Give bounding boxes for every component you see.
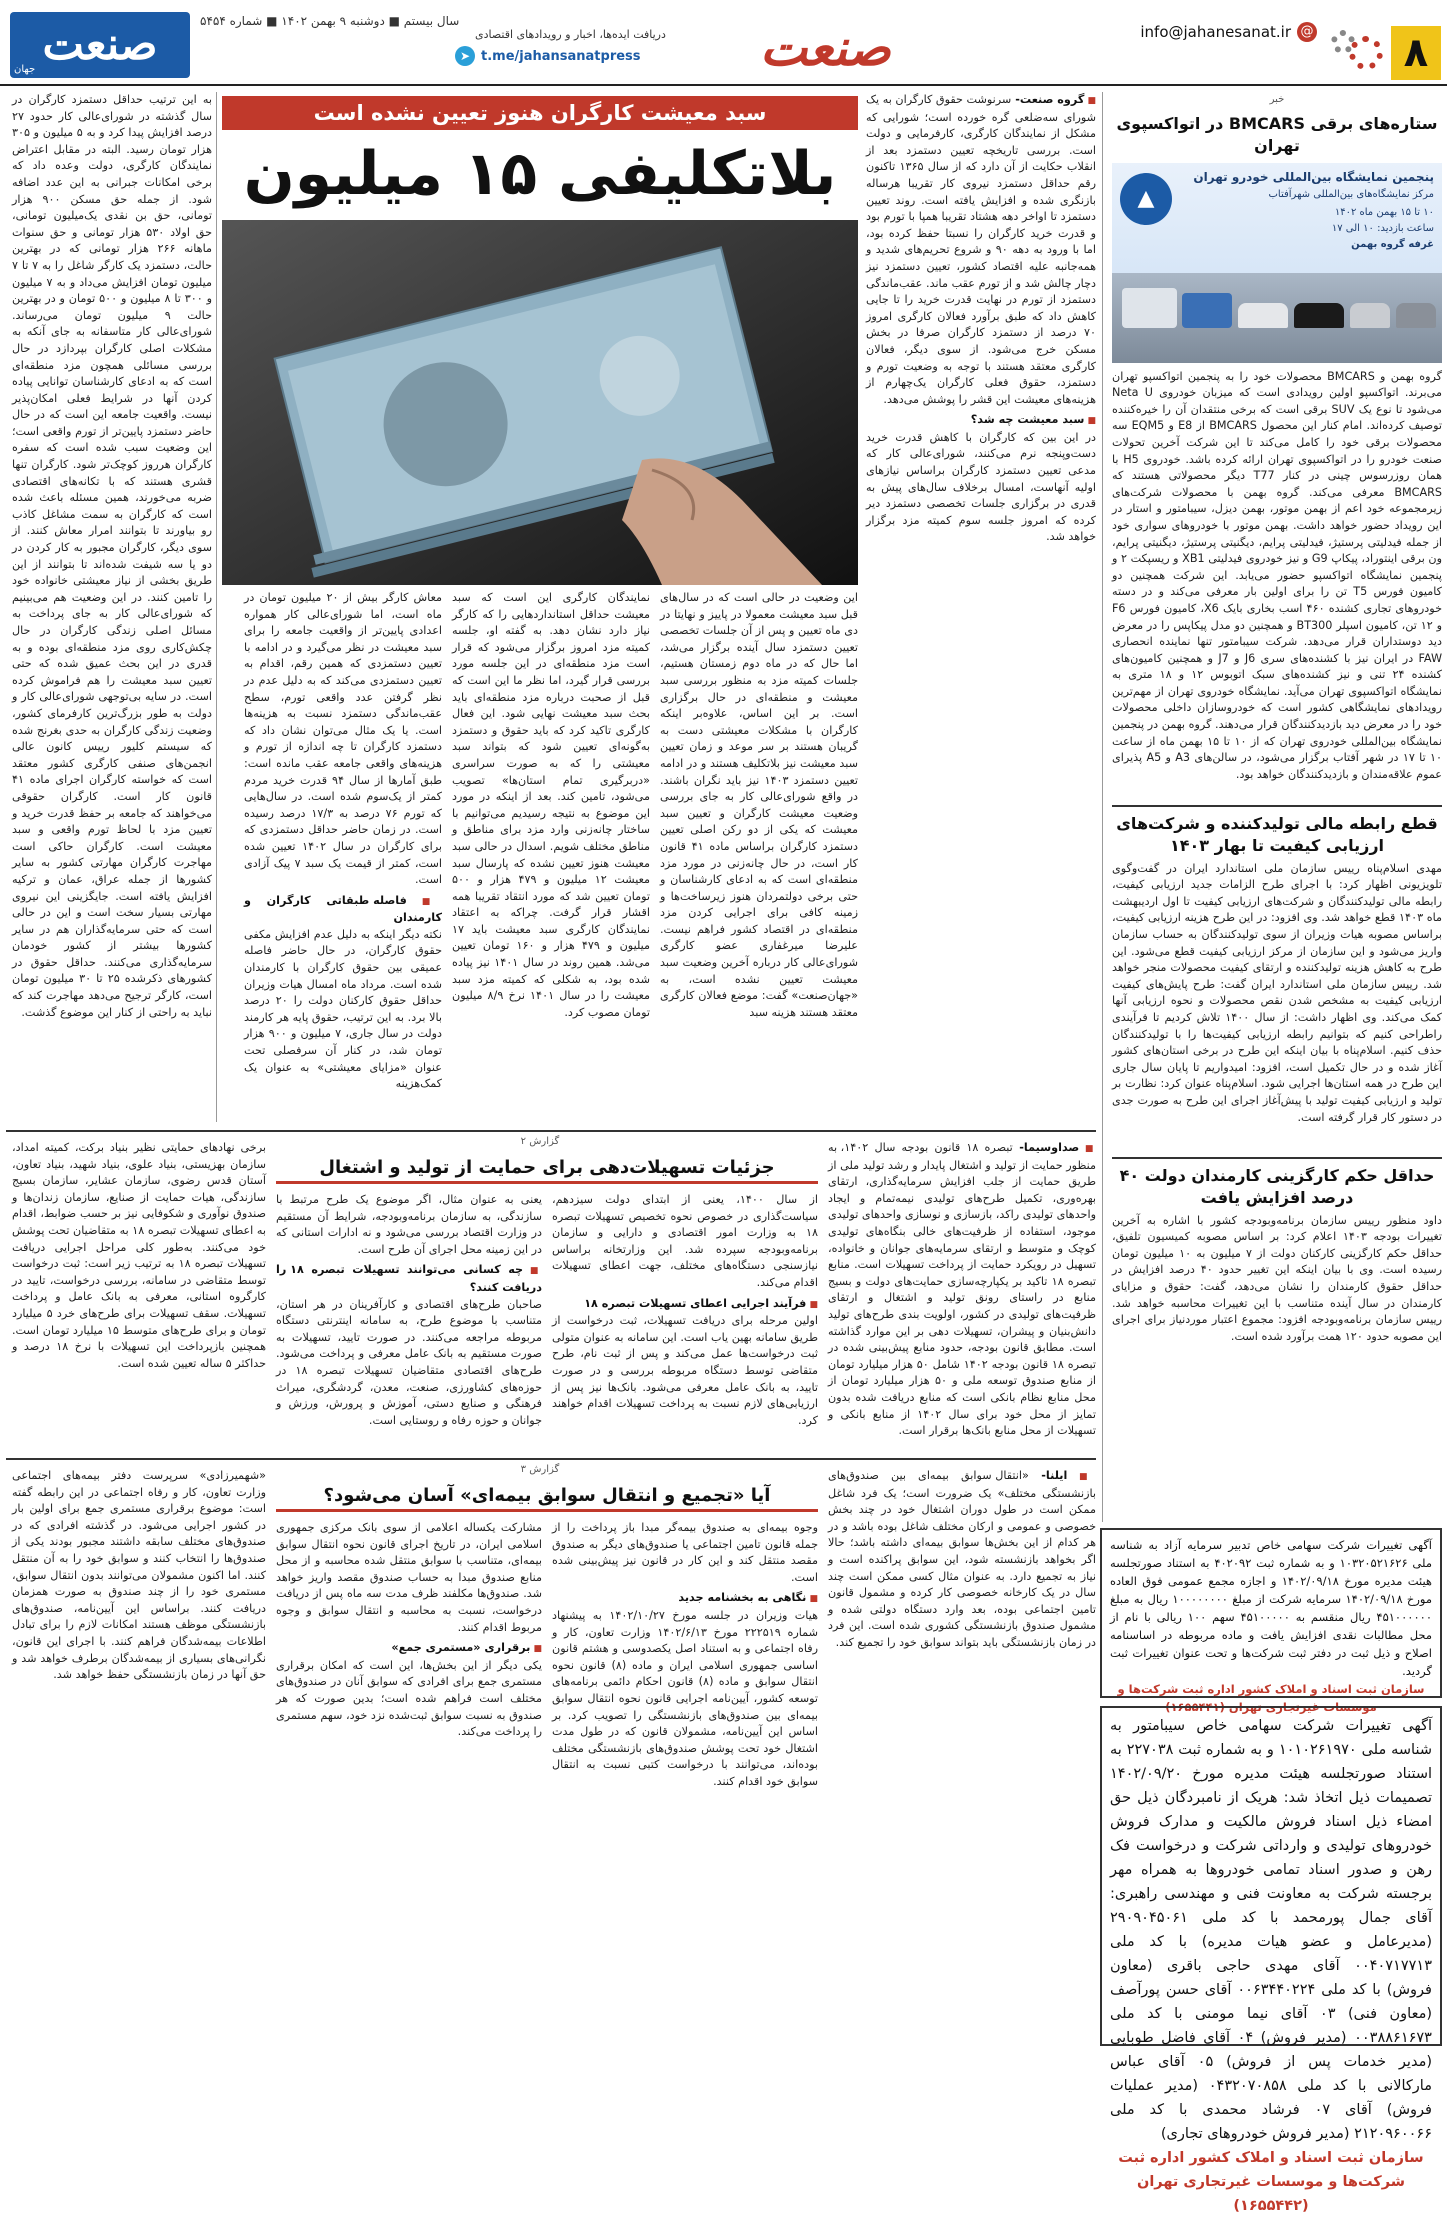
story3-headline: آیا «تجمیع و انتقال سوابق بیمه‌ای» آسان می‌شود؟ (276, 1480, 818, 1512)
car-shape (1396, 303, 1436, 328)
main-story-col6: به این ترتیب حداقل دستمزد کارگران در سال گذشته در شورای‌عالی کار حدود ۲۷ درصد افزایش پیدا کرد و به ۵ میلیون و ۳۰۵ هزار تومان رسید. البته در مقابل اعتراض نمایندگان کارگری، دولت وعده داد که برخی امکانات جبرانی به این عدد اضافه شود. از جمله حق مسکن ۹۰۰ هزار تومانی، حق بن نقدی یک‌میلیون تومانی، حق اولاد ۵۳۰ هزار تومانی و حق سنوات ماهانه ۲۶۶ هزار تومانی که در بهترین حالت، دستمزد یک کارگر شاغل را به ۷ تا ۷ میلیون تومان افزایش می‌داد و به ۷ میلیون و ۳۰۰ تا ۸ میلیون و ۵۰۰ تومان و در بهترین حالت ۹ میلیون تومان می‌رساند. شورای‌عالی کار متاسفانه به جای آنکه به مشکلات اصلی کارگران بپردازد در حال بررسی مسائلی همچون مزد منطقه‌ای است که به ادعای کارشناسان توانایی پیاده کردن آنها در شرایط فعلی امکان‌پذیر نیست. واقعیت جامعه این است که در حال حاضر دستمزد پایین‌تر از تورم واقعی است؛ این وضعیت سبب شده است که سفره کارگران هرروز کوچک‌تر شود. کارگران تنها قشری هستند که با تکانه‌های اقتصادی ضربه می‌خورند، همین مسئله باعث شده است که کارگران به سمت مشاغل کاذب رو بیاورند تا بتوانند امرار معاش کنند. از سوی دیگر، کارگران مجبور به کار کردن در دو یا سه شیفت شده‌اند تا بتوانند از این طریق بخشی از نیاز معیشتی خانواده خود را تامین کنند. در این وضعیت هم می‌بینیم که شورای‌عالی کار به جای پرداخت به مسائل اصلی زندگی کارگران در حال چکش‌کاری روی مزد منطقه‌ای بوده و به قدری در این بحث عمیق شده که حتی تعیین سبد معیشت را هم فراموش کرده است. در سایه بی‌توجهی شورای‌عالی کار و دولت به طور بزرگ‌ترین کارفرمای کشور، وضعیت زندگی کارگران به حدی بغرنج شده که سیستم کلیور رییس کانون عالی انجمن‌های صنفی کارگری کشور معتقد است که خواسته کارگران اجرای ماده ۴۱ قانون کار است. کارگران حقوقی می‌خواهند که جامعه بر حفظ قدرت خرید و تعیین مزد با لحاظ تورم واقعی و سبد معیشت است. کارگران حاکی است مهاجرت کارگران مهارتی کشور به سایر کشورها از جمله عراق، عمان و ترکیه افزایش یافته است. جایگزینی این نیروی مهارتی بسیار سخت است و این در حالی است که حتی سرمایه‌گذاران هم در سایر کشورها بیشتر از کشور خودمان سرمایه‌گذاری می‌کنند. حداقل حقوق در کشورهای ذکرشده ۲۵ تا ۳۰ میلیون تومان است، کارگر ترجیح می‌دهد مهاجرت کند که نباید به راحتی از کنار این موضوع گذشت. (12, 93, 213, 1019)
section-divider (6, 1458, 1096, 1460)
car-shape (1350, 303, 1390, 328)
page-number: ۸ (1391, 26, 1441, 80)
newspaper-logo (10, 12, 190, 78)
telegram-icon: ➤ (455, 46, 475, 66)
story3-col1-text: «انتقال سوابق بیمه‌ای بین صندوق‌های بازنشستگی مختلف» یک ضرورت است؛ یک فرد شاغل ممکن است در طول دوران اشتغال خود در چند بخش خصوصی و عمومی و ارکان مختلف شاغل بوده باشد و در هر کدام از این بخش‌ها سوابق بیمه‌ای داشته باشد؛ حالا اگر بخواهد بازنشسته شود، این سوابق پراکنده است و نیاز به تجمیع دارد. به عنوان مثال کسی ممکن است چند سال در یک کارخانه خصوصی کار کرده و مشمول قانون تامین اجتماعی بوده، بعد وارد دستگاه دولتی شده و مشمول صندوق بازنشستگی کشوری شده است. این فرد در زمان بازنشستگی باید بتواند سوابق خود را تجمیع کند. (828, 1469, 1096, 1649)
story2-col4: برخی نهادهای حمایتی نظیر بنیاد برکت، کمیته امداد، سازمان بهزیستی، بنیاد علوی، بنیاد شهید، بنیاد تعاون، آستان قدس رضوی، سازمان عشایر، سازمان بسیج سازندگی، هیات حمایت از صنایع، سازمان زندان‌ها و صندوق نوآوری و شکوفایی نیز بر حسب ضوابط، اقدام به اعطای تسهیلات تبصره ۱۸ به متقاضیان تحت پوشش خود می‌کنند. به‌طور کلی مراحل اجرایی دریافت تسهیلات تبصره ۱۸ به ترتیب زیر است: ثبت درخواست توسط متقاضی در سامانه، بررسی درخواست، تایید در کارگروه استانی، معرفی به بانک عامل و پرداخت تسهیلات. سقف تسهیلات برای طرح‌های خرد ۵ میلیارد تومان و برای طرح‌های متوسط ۱۵ میلیارد تومان است. همچنین بازپرداخت این تسهیلات با نرخ ۱۸ درصد و حداکثر ۵ ساله تعیین شده است. (12, 1141, 266, 1370)
story2-col1-text: تبصره ۱۸ قانون بودجه سال ۱۴۰۲، به منظور حمایت از تولید و اشتغال پایدار و رشد تولید ملی از طریق حمایت از جلب افزایش سرمایه‌گذاری، ارتقای بهره‌وری، تکمیل طرح‌های تولیدی نیمه‌تمام و ایجاد واحدهای تولیدی راکد، بازسازی و نوسازی واحدهای تولیدی موجود، استفاده از ظرفیت‌های خالی بنگاه‌های تولیدی کوچک و متوسط و ارتقای سرمایه‌های جوانان و خانواده، تسهیل در رویکرد حمایت از پرداخت تسهیلات است. منابع تبصره ۱۸ تاکید بر یکپارچه‌سازی حمایت‌های دولت و بسیج منابع در راستای رونق تولید و اشتغال و ارتقای ظرفیت‌های تولیدی در کشور، اولویت بندی طرح‌های تولید دانش‌بنیان و پیشران، تسهیلات دهی بر این موارد گذاشته است. مطابق قانون بودجه، حدود منابع پیش‌بینی شده در تبصره ۱۸ قانون بودجه ۱۴۰۲ شامل ۵۰ هزار میلیارد تومان از منابع صندوق توسعه ملی و ۵۰ هزار میلیارد تومان از محل منابع نظام بانکی است که منابع دریافت شده بدون تمایز از محل خود برای سال ۱۴۰۲ از منابع بانکی و تسهیلات از محل منابع بانک‌ها برقرار است. (828, 1141, 1096, 1438)
legal-ad-2 (1100, 1706, 1442, 2214)
story3-col4: «شهمیرزادی» سرپرست دفتر بیمه‌های اجتماعی وزارت تعاون، کار و رفاه اجتماعی در این رابطه گفته است: موضوع برقراری مستمری جمع برای اولین بار در کشور اجرایی می‌شود. در گذشته افرادی که در صندوق‌های مختلف سابقه داشتند مجبور بودند یکی از صندوق‌ها را انتخاب کنند و سوابق خود را به آن منتقل کنند. اما اکنون مشمولان می‌توانند بدون انتقال سوابق، مستمری خود را از چند صندوق به صورت همزمان دریافت کنند. براساس این آیین‌نامه، صندوق‌های بازنشستگی موظف هستند امکانات لازم را برای تبادل اطلاعات بیمه‌شدگان فراهم کنند. با اجرای این قانون، نگرانی‌های بسیاری از بیمه‌شدگان برطرف خواهد شد و حق آنها در زمان بازنشستگی حفظ خواهد شد. (12, 1469, 266, 1682)
story2-subhead2: ■ چه کسانی می‌توانند تسهیلات تبصره ۱۸ را دریافت کنند؟ (276, 1262, 542, 1296)
bahman-logo-icon: ▲ (1120, 173, 1172, 225)
story2-headline: جزئیات تسهیلات‌دهی برای حمایت از تولید و اشتغال (276, 1152, 818, 1184)
telegram-url[interactable]: t.me/jahansanatpress (481, 48, 641, 64)
section-divider (6, 1130, 1096, 1132)
story2-lead-label: ■ صداوسیما- (1013, 1141, 1096, 1154)
sidebar-story1-title: ستاره‌های برقی BMCARS در اتواکسپوی تهران (1116, 113, 1438, 155)
main-story-col4-wrap (244, 590, 442, 1120)
bmcars-ad-hall: غرفه گروه بهمن (1351, 238, 1434, 250)
telegram-caption: دریافت ایده‌ها، اخبار و رویدادهای اقتصادی (475, 28, 666, 41)
story3-col2-wrap (552, 1520, 818, 2046)
story3-subhead1: ■ نگاهی به بخشنامه جدید (552, 1590, 818, 1608)
gear-icon (1323, 30, 1383, 76)
sidebar-story3-body: داود منظور رییس سازمان برنامه‌وبودجه کشور با اشاره به آخرین تغییرات بودجه ۱۴۰۳ اعلام کرد: بر اساس مصوبه کمیسیون تلفیق، حداقل حکم کارگزینی کارکنان دولت از ۷ میلیون به ۱۰ میلیون تومان رسیده است. وی با بیان اینکه این تغییر حدود ۴۰ درصد افزایش در حداقل حقوق کارمندان را نشان می‌دهد، گفت: حقوق و مزایای کارمندان در سال آینده متناسب با این تغییرات محاسبه خواهد شد. رییس سازمان برنامه‌وبودجه افزود: مجموع اعتبار موردنیاز برای اجرای این مصوبه حدود ۱۲۰ همت برآورد شده است. (1112, 1213, 1442, 1343)
legal-ad-2-text: آگهی تغییرات شرکت سهامی خاص سیبامتور به شناسه ملی ۱۰۱۰۲۶۱۹۷۰ و به شماره ثبت ۲۲۷۰۳۸ به استناد صورتجلسه هیئت مدیره مورخ ۱۴۰۲/۰۹/۲۰ تصمیمات ذیل اتخاذ شد: هریک از نامبردگان ذیل حق امضاء ذیل اسناد فروش مالکیت و مدارک فروش خودروهای تولیدی و وارداتی شرکت و درخواست فک رهن و صدور اسناد تمامی خودروها به همراه مهر برجسته شرکت به معاونت فنی و مهندسی راهبری: آقای جمال پورمحمد با کد ملی ۲۹۰۹۰۴۵۰۶۱ (مدیرعامل و عضو هیات مدیره) با کد ملی ۰۰۴۰۷۱۷۷۱۳ آقای مهدی حاجی باقری (معاون فروش) با کد ملی ۰۰۶۳۴۴۰۲۲۴ آقای حسن پورآصف (معاون فنی) ۰۳ آقای نیما مومنی با کد ملی ۰۰۳۸۸۶۱۶۷۳ (مدیر فروش) ۰۴ آقای فاضل طوبایی (مدیر خدمات پس از فروش) ۰۵ آقای عباس مارکالانی با کد ملی ۰۴۳۲۰۷۰۸۵۸ (مدیر عملیات فروش) آقای ۰۷ فرشاد محمدی با کد ملی ۲۱۲۰۹۶۰۰۶۶ (مدیر فروش خودروهای تجاری) (1110, 1718, 1432, 2142)
bmcars-ad-date: ۱۰ تا ۱۵ بهمن ماه ۱۴۰۲ (1334, 206, 1434, 218)
main-story-kicker: سبد معیشت کارگران هنوز تعیین نشده است (222, 96, 858, 130)
main-story-col1-text: سرنوشت حقوق کارگران به یک شورای سه‌ضلعی گره خورده است؛ شورایی که مشکل از نمایندگان کارگری، کارفرمایی و دولت است. بررسی تاریخچه تعیین دستمزد بعد از انقلاب حکایت از آن دارد که از سال ۱۳۶۵ تاکنون رقم حداقل دستمزد نیروی کار تقریبا هرساله بازنگری شده و افزایش یافته است. روند تعیین دستمزد تا اواخر دهه هشتاد تقریبا همپا با تورم بود و قدرت خرید کارگران را نسبتا حفظ کرده بود، اما با ورود به دهه ۹۰ و شروع تحریم‌های شدید و همه‌جانبه علیه اقتصاد کشور، تعیین دستمزد نیز دچار چالش شد و از تورم عقب ماند. عقب‌ماندگی دستمزد از تورم در نهایت قدرت خرید را تا جایی کاهش داد که طبق برآورد فعالان کارگری امروز ۷۰ درصد از دستمزد کارگران صرفا در بخش مسکن خرج می‌شود. از سوی دیگر، فعالان کارگری معتقد هستند با توجه به وضعیت تورم و دستمزد، حقوق فعلی کارگران یک‌چهارم از هزینه‌های معیشت این قشر را پوشش می‌دهد. (866, 93, 1097, 406)
section-divider (1112, 805, 1442, 807)
email-contact[interactable] (1140, 22, 1317, 42)
main-story-col2: این وضعیت در حالی است که در سال‌های قبل سبد معیشت معمولا در پاییز و نهایتا در دی ماه تعیین و پس از آن جلسات تخصصی تعیین دستمزد سال آینده برگزار می‌شد، اما حال که در ماه دوم زمستان هستیم، جلسات کمیته مزد به منظور بررسی سبد معیشت و منطقه‌ای در حال برگزاری است. بر این اساس، علاوه‌بر اینکه کارگران با مشکلات معیشتی دست به گریبان هستند بر سر موعد و زمان تعیین سبد معیشت نیز بلاتکلیف هستند و در ادامه تعیین دستمزد ۱۴۰۳ نیز باید نگران باشند. در واقع شورای‌عالی کار به جای بررسی وضعیت معیشت کارگران و تعیین سبد معیشت که یکی از دو رکن اصلی تعیین دستمزد کارگران براساس ماده ۴۱ قانون کار است، در حال چانه‌زنی در مورد مزد منطقه‌ای است که به ادعای کارشناسان و حتی برخی دولتمردان هنوز زیرساخت‌ها و زمینه کافی برای اجرایی کردن مزد منطقه‌ای در اقتصاد کشور فراهم نیست. علیرضا میرغفاری عضو کارگری شورای‌عالی کار درباره آخرین وضعیت سبد معیشت تعیین نشده است، به «جهان‌صنعت» گفت: موضع فعالان کارگری معتقد هستند هزینه سبد (660, 591, 859, 1019)
sidebar-story1-body: گروه بهمن و BMCARS محصولات خود را به پنجمین اتواکسپو تهران می‌برند. اتواکسپو اولین رویدادی است که میزبان خودروی Neta U می‌شود تا نوع یک SUV برقی است که برخی منتقدان آن را خیره‌کننده توصیف کرده‌اند. امام کنار این محصول BMCARS از E8 و EQM5 سه محصولات برقی خود را کامل می‌کند تا این شرکت آخرین تحولات صنعت خودرو را در اتواکسپوی تهران ارائه کرده باشد. خودروی H5 با همان روزرسوس چینی در کنار T77 دیگر محصولاتی هستند که BMCARS معرفی می‌کند. گروه بهمن با محصولات شرکت‌های زیرمجموعه خود اعم از بهمن موتور، بهمن دیزل، سیبامتور و استار در این رویداد حضور خواهد داشت. بهمن موتور با خودروهای سواری خود از جمله فیدلیتی پرستیژ، فیدلیتی پرایم، دیگنیتی پرستیژ، دیگنیتی پرایم، ون برقی اینتوراد، پیکاپ G9 و نیز خودروی فیدلیتی XB1 و ریسپکت ۲ و پنجمین نمایشگاه اتواکسپو حضور می‌یابد. این شرکت همچنین دو کامیون فورس T5 تن را برای اولین بار معرفی می‌کند و در دسته خودروهای تجاری کشنده ۴۶۰ اسب بخاری بایک X6، کامیون فورس F6 و ۱۲ تن، کامیون اسپلر BT300 و همچنین دو مدل پیکاپس را در معرض دید دوستداران قرار می‌دهد. شرکت سیبامتور تنها نماینده انحصاری FAW در ایران نیز با کشنده‌های سری J6 و J7 و همچنین کامیون‌های کشنده ۲۴ تنی و نیز کشنده‌های سبک اتوبوس ۱۲ و ۱۸ متری به نمایشگاه اتواکسپوی تهران می‌آید. نمایشگاه خودروی تهران از مهم‌ترین رویدادهای نمایشگاهی کشور است که خودروسازان داخلی محصولات خود را در معرض دید بازدیدکنندگان قرار می‌دهند. گروه بهمن در پنجمین نمایشگاه بین‌المللی خودروی تهران که از ۱۰ تا ۱۵ بهمن ماه از ساعت ۱۰ تا ۱۷ در شهر آفتاب برگزار می‌شود، در سالن‌های A3 و A5 پذیرای عموم علاقه‌مندان و بازدیدکنندگان خواهد بود. (1112, 369, 1443, 781)
car-shape (1294, 303, 1344, 328)
main-story-subhead2: ■ فاصله طبقاتی کارگران و کارمندان (244, 893, 442, 927)
sidebar-story3-title: حداقل حکم کارگزینی کارمندان دولت ۴۰ درصد افزایش یافت (1119, 1165, 1435, 1207)
telegram-link[interactable] (455, 46, 641, 66)
story2-subhead1: ■ فرآیند اجرایی اعطای تسهیلات تبصره ۱۸ (552, 1296, 818, 1314)
logo-subtitle: جهان (14, 64, 36, 75)
main-story-col3: نمایندگان کارگری این است که سبد معیشت حداقل استانداردهایی را که کارگر نیاز دارد نشان دهد. به گفته او، جلسه کمیته مزد امروز برگزار می‌شود که قرار است مزد منطقه‌ای در این جلسه مورد بررسی قرار گیرد، اما نظر ما این است که قبل از صحبت درباره مزد منطقه‌ای باید بحث سبد معیشت نهایی شود. این فعال کارگری تاکید کرد که باید حقوق و دستمزد به‌گونه‌ای تعیین شود که بتواند سبد معیشتی را که به صورت سراسری «دربرگیری تمام استان‌ها» تصویب می‌شود، تامین کند. بعد از اینکه در مورد این موضوع به نتیجه رسیدیم می‌توانیم با ساختار چانه‌زنی وارد مزد برای مناطق و مناطق مختلف شویم. اسدال در حالی سبد معیشت هنوز تعیین نشده که پارسال سبد معیشت ۱۲ میلیون و ۴۷۹ هزار و ۵۰۰ تومان تعیین شد که مورد انتقاد تقریبا همه اقشار قرار گرفت. چراکه به اعتقاد نمایندگان کارگری سبد معیشت باید ۱۷ میلیون و ۴۷۹ هزار و ۱۶۰ تومان تعیین می‌شد. همین روند در سال ۱۴۰۱ نیز پیاده شده بود، به شکلی که کمیته مزد سبد معیشت را در سال ۱۴۰۱ نرخ ۸/۹ میلیون تومان مصوب کرد. (452, 591, 651, 1019)
page-header (0, 0, 1447, 86)
main-story-lead-label: ■ گروه صنعت- (1011, 93, 1096, 106)
bmcars-ad-venue: مرکز نمایشگاه‌های بین‌المللی شهرآفتاب (1268, 188, 1434, 200)
story2-tag: گزارش ۲ (520, 1136, 560, 1147)
main-story-col1 (866, 92, 1096, 1122)
sidebar-story2-body: مهدی اسلام‌پناه رییس سازمان ملی استاندارد ایران در گفت‌وگوی تلویزیونی اظهار کرد: با اجرای طرح الزامات جدید ارزیابی کیفیت، رابطه مالی تولیدکنندگان و شرکت‌های ارزیابی کیفیت تا اول اردیبهشت ماه ۱۴۰۳ قطع خواهد شد. وی افزود: در این طرح هزینه ارزیابی کیفیت، براساس مصوبه هیات وزیران از سوی تولیدکنندگان به حساب سازمان واریز می‌شود و این سازمان از مرکز ارزیابی کیفیت قطع می‌شود. این طرح به کاهش هزینه تولیدکننده و ارتقای کیفیت محصولات منجر خواهد شد. رییس سازمان ملی استاندارد ایران گفت: طرح پایش‌های کیفیت ارزیابی کیفیت به مشخص شدن نقص محصولات و نحوه ارزیابی آنها کمک می‌کند. وی اظهار داشت: از سال ۱۴۰۰ تلاش کردیم تا فرآیندی راطراحی کنیم که بتوانیم رابطه ارزیابی کیفیت‌ها را با تولیدکنندگان حذف کنیم. اسلام‌پناه با بیان اینکه این طرح در برخی استان‌های کشور آغاز شده و در حال تکمیل است، افزود: امیدواریم تا پایان سال جاری این طرح در همه استان‌ها اجرایی شود. اسلام‌پناه عنوان کرد: نظارت بر تولید و ارزیابی کیفیت تولید با پیش‌آغاز اجرای این طرح به صورت جدی در دستور کار قرار گرفته است. (1112, 861, 1443, 1124)
bmcars-ad-headline: پنجمین نمایشگاه بین‌المللی خودرو تهران (1193, 169, 1434, 184)
story2-col2-wrap (552, 1192, 818, 1450)
sidebar (1112, 92, 1442, 1522)
main-story-subhead1: ■ سبد معیشت چه شد؟ (866, 412, 1096, 430)
story3-col3-text: مشارکت یکساله اعلامی از سوی بانک مرکزی جمهوری اسلامی ایران، در تاریخ اجرای قانون نحوه انتقال سوابق بیمه‌ای، متناسب با سوابق منتقل شده محاسبه و از محل منابع صندوق مبدا به حساب صندوق مقصد واریز خواهد شد. صندوق‌ها مکلفند ظرف مدت سه ماه پس از دریافت درخواست، نسبت به محاسبه و انتقال سوابق و وجوه مربوط اقدام کنند. (276, 1521, 542, 1634)
story3-col2-text: وجوه بیمه‌ای به صندوق بیمه‌گر مبدا باز پرداخت را از جمله قانون تامین اجتماعی یا صندوق‌های دیگر به صندوق مقصد منتقل کند و این کار در قانون نیز پیش‌بینی شده است. (552, 1521, 818, 1584)
banknotes-photo (222, 220, 858, 585)
sidebar-story2-title: قطع رابطه مالی تولیدکننده و شرکت‌های ارزیابی کیفیت تا بهار ۱۴۰۳ (1116, 813, 1438, 855)
story3-col2b-text: هیات وزیران در جلسه مورخ ۱۴۰۲/۱۰/۲۷ به پیشنهاد شماره ۲۲۲۵۱۹ مورخ ۱۴۰۲/۶/۱۳ وزارت تعاون، کار و رفاه اجتماعی و به استناد اصل یکصدوسی و هشتم قانون اساسی جمهوری اسلامی ایران و ماده (۸) قانون نحوه انتقال سوابق و ماده (۸) قانون احکام دائمی برنامه‌های توسعه کشور، آیین‌نامه اجرایی قانون نحوه انتقال سوابق بیمه‌ای بین صندوق‌های بازنشستگی را تصویب کرد. بر اساس این آیین‌نامه، مشمولان قانون که در طول مدت اشتغال خود تحت پوشش صندوق‌های بازنشستگی مختلف بوده‌اند، می‌توانند با درخواست کتبی نسبت به انتقال سوابق خود اقدام کنند. (552, 1608, 819, 1788)
story3-subhead2: ■ برقراری «مستمری جمع» (276, 1640, 542, 1658)
legal-ad-1 (1100, 1528, 1442, 1714)
truck-shape (1182, 293, 1232, 328)
story2-col2-text: از سال ۱۴۰۰، یعنی از ابتدای دولت سیزدهم، سیاست‌گذاری در خصوص نحوه تخصیص تسهیلات تبصره ۱۸ به وزارت امور اقتصادی و دارایی و سازمان برنامه‌وبودجه سپرده شد. این وزارتخانه براساس نیازسنجی دستگاه‌های مختلف، جهت اعطای تسهیلات اقدام می‌کند. (552, 1193, 818, 1289)
truck-shape (1122, 288, 1177, 328)
legal-ad-1-text: آگهی تغییرات شرکت سهامی خاص تدبیر سرمایه آزاد به شناسه ملی ۱۰۳۲۰۵۲۱۶۲۶ و به شماره ثبت ۴۰۲۰۹۲ به استناد صورتجلسه هیئت مدیره مورخ ۱۴۰۲/۰۹/۱۸ و اجازه مجمع عمومی فوق العاده مورخ ۱۴۰۲/۰۹/۱۸ سرمایه شرکت از مبلغ ۱۰۰۰۰۰۰۰۰ ریال به مبلغ ۴۵۱۰۰۰۰۰۰ ریال منقسم به ۴۵۱۰۰۰۰۰ سهم ۱۰۰ ریالی با نام از محل مطالبات نقدی افزایش یافت و ماده مربوطه در اساسنامه اصلاح و ذیل ثبت در دفتر ثبت شرکت‌ها و تحت عنوان تغییرات ثبت گردید. (1110, 1538, 1433, 1678)
story3-lead-label: ■ ایلنا- (1029, 1469, 1096, 1482)
main-story-col4b-text: نکته دیگر اینکه به دلیل عدم افزایش مکفی حقوق کارگران، در حال حاضر فاصله عمیقی بین حقوق کارگران با کارمندان شده است. مرداد ماه امسال هیات وزیران حداقل حقوق کارکنان دولت را ۲۰ درصد بالا برد. به این ترتیب، حقوق پایه هر کارمند دولت در سال جاری، ۷ میلیون و ۹۰۰ هزار تومان شد، در کنار آن سرفصلی تحت عنوان «مزایای معیشتی» به عنوان یک کمک‌هزینه (244, 927, 443, 1091)
section-divider (1112, 1157, 1442, 1159)
story2-col2b-text: اولین مرحله برای دریافت تسهیلات، ثبت درخواست از طریق سامانه بهین یاب است. این سامانه به عنوان متولی ثبت درخواست‌ها عمل می‌کند و پس از ثبت نام، طرح متقاضی توسط دستگاه مربوطه بررسی و در صورت تایید، به بانک عامل معرفی می‌شود. بانک‌ها نیز پس از ارزیابی‌های لازم نسبت به پرداخت تسهیلات اقدام خواهند کرد. (552, 1314, 818, 1427)
story2-col3-wrap (276, 1192, 542, 1450)
story2-col1-wrap (828, 1140, 1096, 1450)
story3-tag: گزارش ۳ (520, 1464, 560, 1475)
main-story-headline: بلاتکلیفی ۱۵ میلیون (243, 139, 837, 209)
legal-ad-1-footer: سازمان ثبت اسناد و املاک کشور اداره ثبت شرکت‌ها و موسسات غیرتجاری تهران (۱۶۵۵۴۴۱) (1117, 1682, 1425, 1714)
logo-text: صنعت (42, 19, 158, 70)
column-divider (216, 92, 217, 1122)
email-text[interactable]: info@jahanesanat.ir (1140, 23, 1291, 41)
main-story-col1b-text: در این بین که کارگران با کاهش قدرت خرید دست‌وپنجه نرم می‌کنند، شورای‌عالی کار که مدعی تعیین دستمزد کارگران براساس نیازهای اولیه آنهاست، امسال برخلاف سال‌های پیش به قدری در برگزاری جلسات تخصصی دستمزد دیر کرده که امروز جلسه سوم کمیته مزد برگزار خواهد شد. (866, 430, 1096, 544)
story3-col1-wrap (828, 1468, 1096, 2046)
section-title: صنعت (760, 18, 891, 77)
legal-ad-2-footer: سازمان ثبت اسناد و املاک کشور اداره ثبت شرکت‌ها و موسسات غیرتجاری تهران (۱۶۵۵۴۴۲) (1118, 2150, 1424, 2214)
story2-col3-text: یعنی به عنوان مثال، اگر موضوع یک طرح مرتبط با سازندگی، به سازمان برنامه‌وبودجه، شرایط آن مستقیم در وزارت اقتصاد بررسی می‌شود و نه ادارات استانی که در این زمینه محل اجرای آن طرح است. (276, 1193, 542, 1256)
main-story-col4-text: معاش کارگر بیش از ۲۰ میلیون تومان در ماه است، اما شورای‌عالی کار همواره اعدادی پایین‌تر از واقعیت جامعه را برای سبد معیشت در نظر می‌گیرد و در ادامه با تعیین دستمزدی که همین رقم، اقدام به تعیین دستمزدی می‌کند که به دلیل عدم در نظر گرفتن عدد واقعی تورم، سطح عقب‌ماندگی دستمزد نسبت به هزینه‌ها است. یا یک مثال می‌توان نشان داد که دستمزد کارگران تا چه اندازه از تورم و هزینه‌های واقعی جامعه عقب مانده است: طبق آمارها از سال ۹۴ قدرت خرید مردم کمتر از یک‌سوم شده است. در سال‌هایی که تورم ۷۶ درصد به ۱۷/۳ درصد رسیده است. در زمان حاضر حداقل دستمزدی که برای کارگران در سال ۱۴۰۲ تعیین شده است، کمتر از قیمت یک سبد ۷ پیک آزادی است. (244, 591, 442, 887)
bmcars-ad-hours: ساعت بازدید: ۱۰ الی ۱۷ (1331, 222, 1434, 234)
issue-line: سال بیستم ■ دوشنبه ۹ بهمن ۱۴۰۲ ■ شماره ۵۴۵۴ (200, 14, 460, 28)
sidebar-tag: خبر (1269, 94, 1285, 105)
story3-col3b-text: یکی دیگر از این بخش‌ها، این است که امکان برقراری مستمری جمع برای افرادی که سوابق آنان در صندوق‌های مختلف است فراهم شده است؛ بدین صورت که هر صندوق به نسبت سوابق ثبت‌شده نزد خود، سهم مستمری را پرداخت می‌کند. (276, 1658, 542, 1739)
car-shape (1238, 303, 1288, 328)
bmcars-ad-image (1112, 163, 1442, 363)
email-icon: @ (1297, 22, 1317, 42)
column-divider (1102, 92, 1103, 1522)
story2-col3b-text: صاحبان طرح‌های اقتصادی و کارآفرینان در هر استان، متناسب با موضوع طرح، به سامانه اینترنتی دستگاه مربوطه مراجعه می‌کنند. در صورت تایید، تسهیلات به صورت مستقیم به بانک عامل معرفی و پرداخت می‌شود. طرح‌های اقتصادی متقاضیان تسهیلات تبصره ۱۸ در حوزه‌های کشاورزی، صنعت، معدن، گردشگری، میراث فرهنگی و صنایع دستی، آموزش و پرورش، ورزش و جوانان و حوزه رفاه و روستایی است. (276, 1297, 542, 1427)
story3-col3-wrap (276, 1520, 542, 2046)
